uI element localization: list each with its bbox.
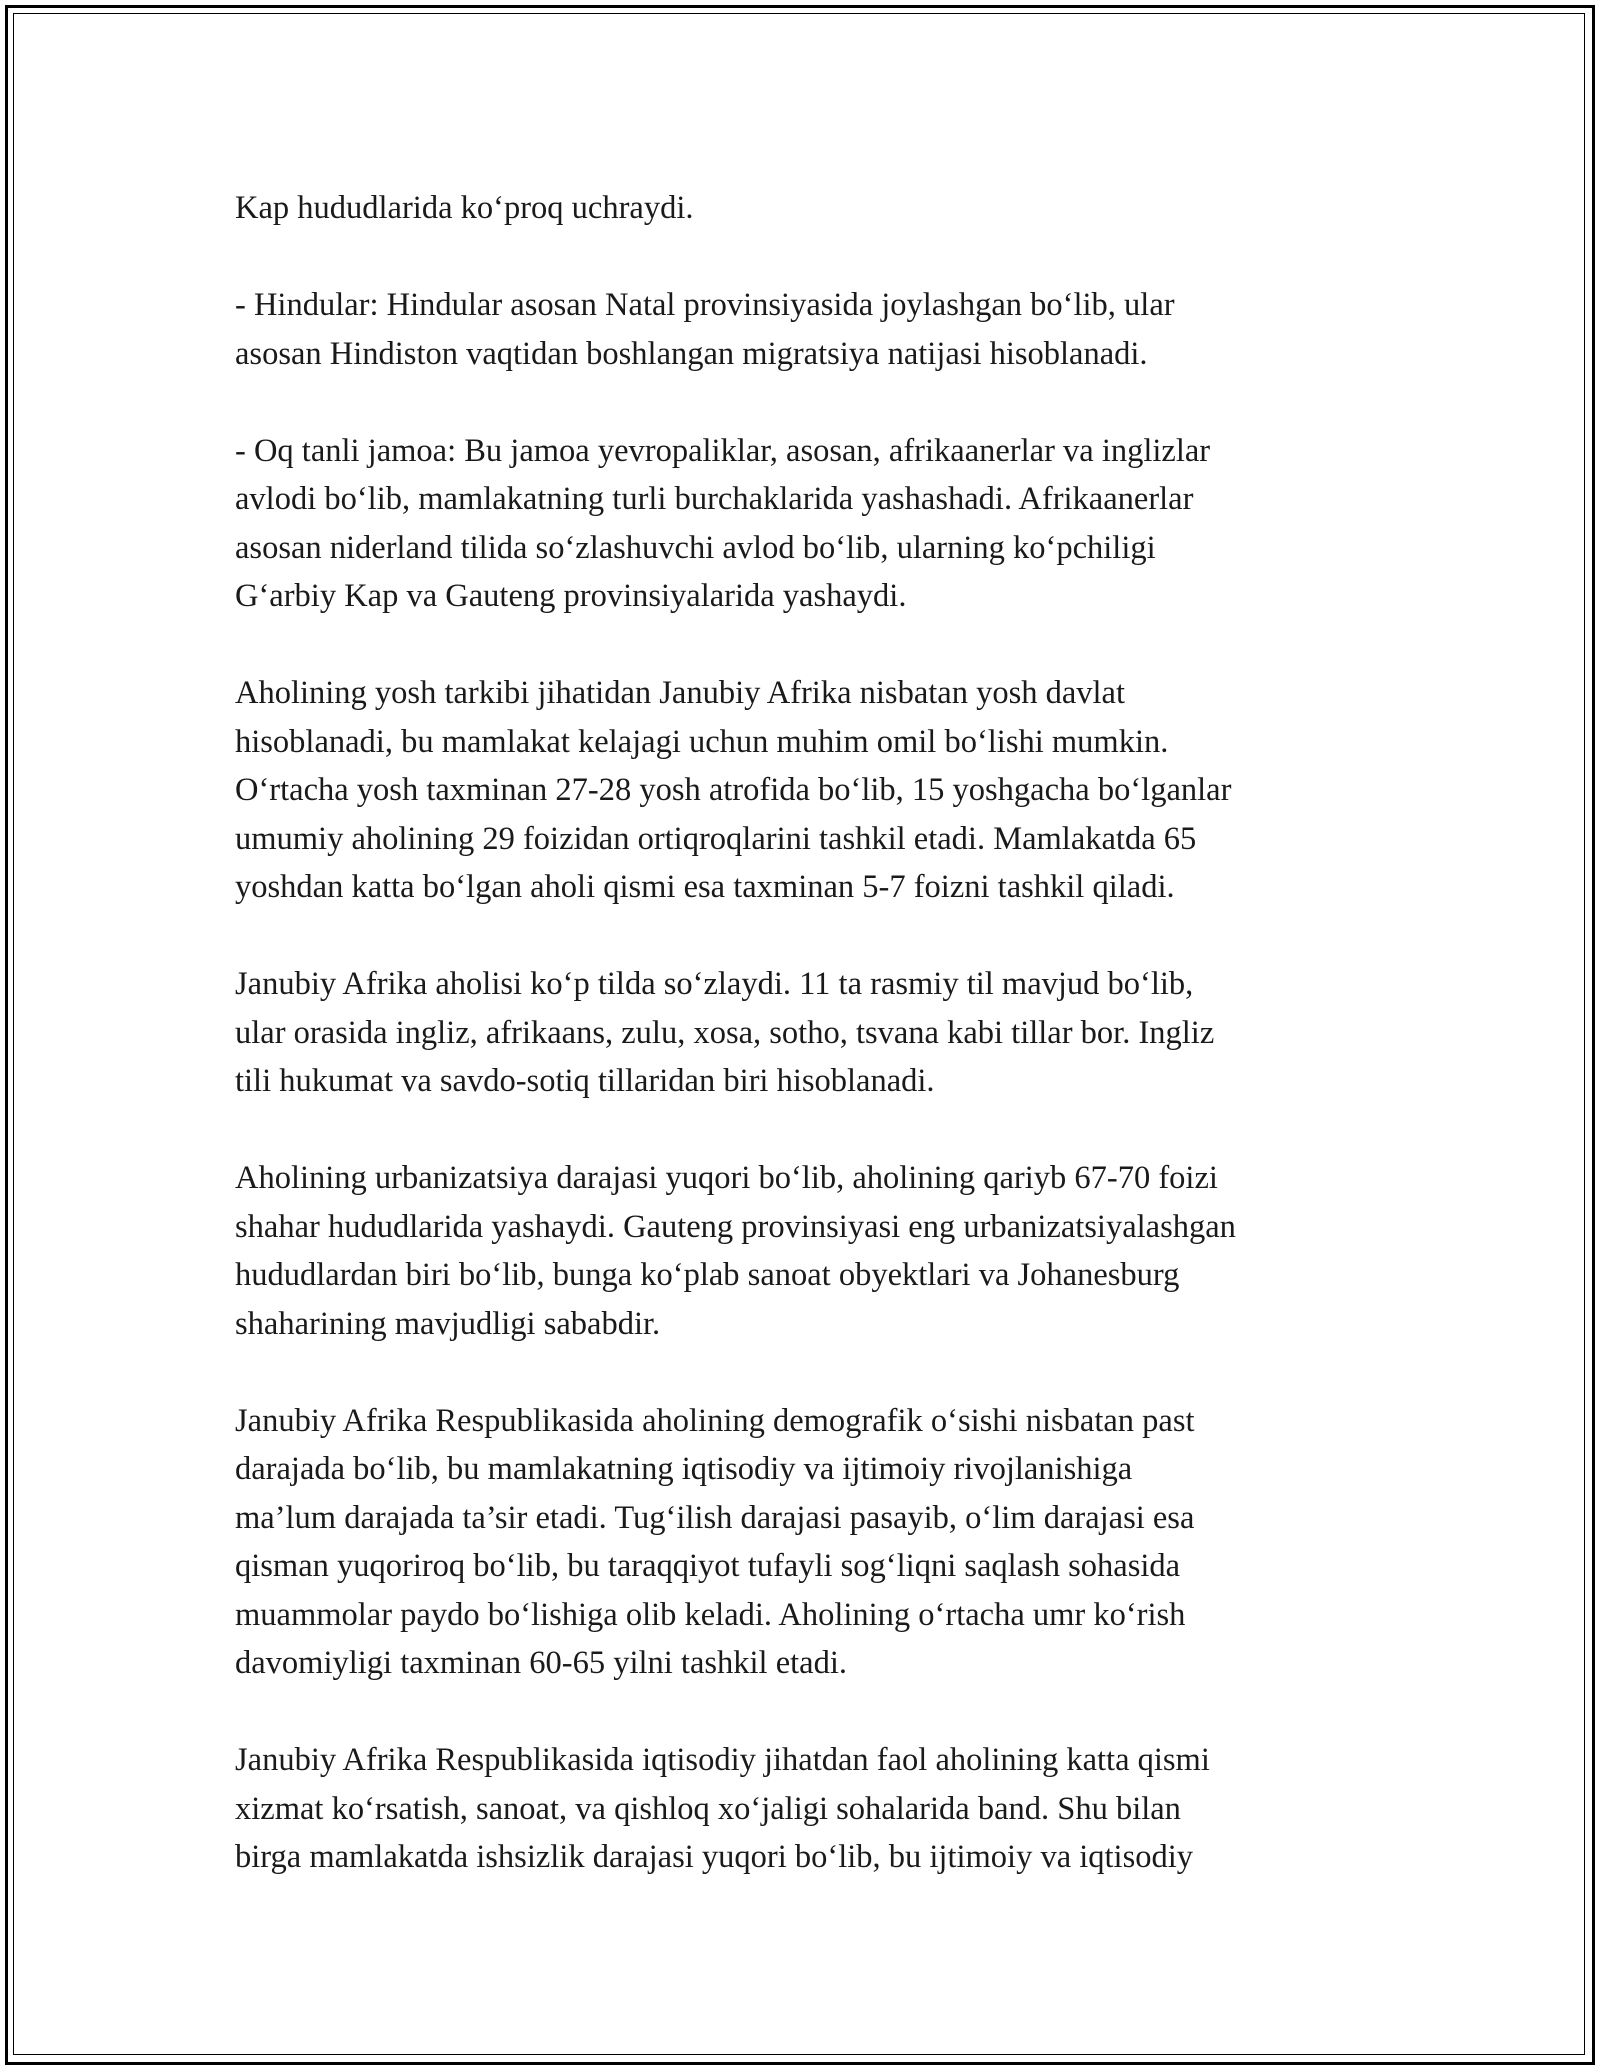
paragraph-iqtisodiy-faol-aholi: Janubiy Afrika Respublikasida iqtisodiy jihatdan faol aholining katta qismi xizmat ko‘rsatish, sanoat, va qishloq xo‘jaligi sohalarida band. Shu bilan birga mamlakatda ishsizlik darajasi yuqori bo‘lib, bu ijtimoiy va iqtisodiy	[235, 1742, 1210, 1875]
paragraph-hindular: - Hindular: Hindular asosan Natal provinsiyasida joylashgan bo‘lib, ular asosan Hindiston vaqtidan boshlangan migratsiya natijasi hisoblanadi.	[235, 287, 1175, 372]
paragraph-yosh-tarkibi: Aholining yosh tarkibi jihatidan Janubiy Afrika nisbatan yosh davlat hisoblanadi, bu mamlakat kelajagi uchun muhim omil bo‘lishi mumkin. O‘rtacha yosh taxminan 27-28 yosh atrofida bo‘lib, 15 yoshgacha bo‘lganlar umumiy aholining 29 foizidan ortiqroqlarini tashkil etadi. Mamlakatda 65 yoshdan katta bo‘lgan aholi qismi esa taxminan 5-7 foizni tashkil qiladi.	[235, 675, 1232, 905]
paragraph-demografik-osish: Janubiy Afrika Respublikasida aholining demografik o‘sishi nisbatan past darajada bo‘lib, bu mamlakatning iqtisodiy va ijtimoiy rivojlanishiga ma’lum darajada ta’sir etadi. Tug‘ilish darajasi pasayib, o‘lim darajasi esa qisman yuqoriroq bo‘lib, bu taraqqiyot tufayli sog‘liqni saqlash sohasida muammolar paydo bo‘lishiga olib keladi. Aholining o‘rtacha umr ko‘rish davomiyligi taxminan 60-65 yilni tashkil etadi.	[235, 1402, 1195, 1681]
paragraph-kap-continuation: Kap hududlarida ko‘proq uchraydi.	[235, 190, 694, 226]
paragraph-tillar: Janubiy Afrika aholisi ko‘p tilda so‘zlaydi. 11 ta rasmiy til mavjud bo‘lib, ular orasida ingliz, afrikaans, zulu, xosa, sotho, tsvana kabi tillar bor. Ingliz tili hukumat va savdo-sotiq tillaridan biri hisoblanadi.	[235, 966, 1215, 1099]
paragraph-urbanizatsiya: Aholining urbanizatsiya darajasi yuqori bo‘lib, aholining qariyb 67-70 foizi shahar hududlarida yashaydi. Gauteng provinsiyasi eng urbanizatsiyalashgan hududlardan biri bo‘lib, bunga ko‘plab sanoat obyektlari va Johanesburg shaharining mavjudligi sababdir.	[235, 1160, 1236, 1342]
paragraph-oq-tanli-jamoa: - Oq tanli jamoa: Bu jamoa yevropaliklar, asosan, afrikaanerlar va inglizlar avlodi bo‘lib, mamlakatning turli burchaklarida yashashadi. Afrikaanerlar asosan niderland tilida so‘zlashuvchi avlod bo‘lib, ularning ko‘pchiligi G‘arbiy Kap va Gauteng provinsiyalarida yashaydi.	[235, 432, 1211, 614]
document-body	[235, 184, 1370, 1882]
